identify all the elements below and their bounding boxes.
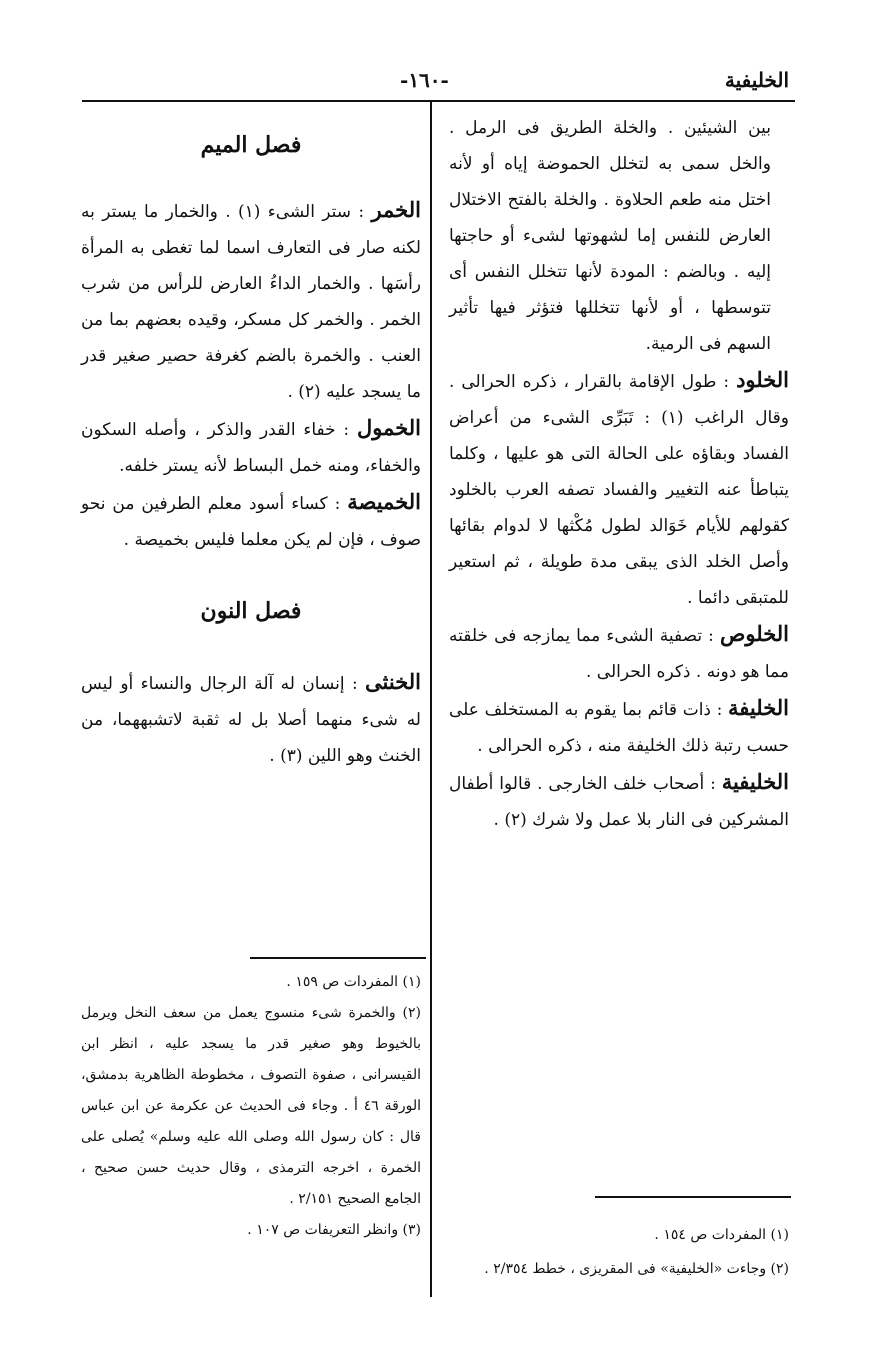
right-column xyxy=(449,110,789,838)
running-head: الخليفية xyxy=(724,68,789,92)
headword: الخلود xyxy=(736,367,790,392)
entry-khamr xyxy=(81,192,421,410)
definition: : طول الإقامة بالقرار ، ذكره الحرالى . وقال الراغب (١) : تَبَرِّى الشىء من أعراض الفساد وبقاؤه على الحالة التى هو عليها ، وكلما يتباطأ عنه التغيير والفساد تصفه العرب بالخلود كقولهم للأيام خَوَالد لطول مُكْثها لا لدوام بقائها وأصل الخلد الذى يبقى مدة طويلة ، ثم استعير للمتبقى دائما . xyxy=(449,372,789,608)
footnotes-left xyxy=(81,967,421,1246)
definition: : ستر الشىء (١) . والخمار ما يستر به لكنه صار فى التعارف اسما لما تغطى به المرأة رأسَها . والخمار الداءُ العارض للرأس من شرب الخمر . والخمر كل مسكر، وقيده بعضهم بما من العنب . والخمرة بالضم كغرفة حصير صغير قدر ما يسجد عليه (٢) . xyxy=(81,202,421,402)
definition: : ذات قائم بما يقوم به المستخلف على حسب رتبة ذلك الخليفة منه ، ذكره الحرالى . xyxy=(449,700,789,756)
entry-khumul xyxy=(81,410,421,484)
continuation-paragraph: بين الشيئين . والخلة الطريق فى الرمل . والخل سمى به لتخلل الحموضة إياه أو لأنه اختل منه طعم الحلاوة . والخلة بالفتح الاختلال العارض للنفس إما لشهوتها لشىء أو حاجتها إليه . وبالضم : المودة لأنها تتخلل النفس أى تتوسطها ، أو لأنها تتخللها فتؤثر فيها تأثير السهم فى الرمية. xyxy=(449,118,771,354)
definition: : كساء أسود معلم الطرفين من نحو صوف ، فإن لم يكن معلما فليس بخميصة . xyxy=(81,494,421,550)
footnote-rule-right xyxy=(595,1196,791,1198)
footnotes-right xyxy=(449,1218,789,1286)
entry-khuntha xyxy=(81,664,421,774)
definition: : تصفية الشىء مما يمازجه فى خلقته مما هو دونه . ذكره الحرالى . xyxy=(449,626,789,682)
definition: : أصحاب خلف الخارجى . قالوا أطفال المشركين فى النار بلا عمل ولا شرك (٢) . xyxy=(449,774,789,830)
definition: : خفاء القدر والذكر ، وأصله السكون والخفاء، ومنه خمل البساط لأنه يستر خلفه. xyxy=(81,420,421,476)
footnote: (١) المفردات ص ١٥٤ . xyxy=(654,1227,789,1243)
definition: : إنسان له آلة الرجال والنساء أو ليس له شىء منهما أصلا بل له ثقبة لاتشبههما، من الخنث وهو اللين (٣) . xyxy=(81,674,421,766)
header-rule xyxy=(82,100,795,102)
entry-khamisa xyxy=(81,484,421,558)
entry-khulus xyxy=(449,616,789,690)
headword: الخلوص xyxy=(720,621,789,646)
section-heading-mim: فصل الميم xyxy=(200,132,302,158)
footnote: (٢) والخمرة شىء منسوج يعمل من سعف النخل ويرمل بالخيوط وهو صغير قدر ما يسجد عليه ، انظر ابن القيسرانى ، صفوة التصوف ، مخطوطة الظاهرية بدمشق، الورقة ٤٦ أ . وجاء فى الحديث عن عكرمة عن ابن عباس قال : كان رسول الله وصلى الله عليه وسلم» يُصلى على الخمرة ، اخرجه الترمذى ، وقال حديث حسن صحيح ، الجامع الصحيح ٢/١٥١ . xyxy=(81,1005,421,1207)
section-heading-nun: فصل النون xyxy=(200,598,302,624)
footnote: (٣) وانظر التعريفات ص ١٠٧ . xyxy=(247,1222,421,1238)
footnote-rule-left xyxy=(250,957,426,959)
headword: الخميصة xyxy=(347,489,421,514)
column-divider xyxy=(430,102,432,1297)
headword: الخليفية xyxy=(721,769,789,794)
footnote: (١) المفردات ص ١٥٩ . xyxy=(286,974,421,990)
entry-khalifa xyxy=(449,690,789,764)
page-number: -١٦٠- xyxy=(400,68,449,92)
left-column xyxy=(81,110,421,774)
headword: الخنثى xyxy=(365,669,422,694)
entry-khalifiyya xyxy=(449,764,789,838)
entry-khulud xyxy=(449,362,789,616)
headword: الخمر xyxy=(371,197,421,222)
footnote: (٢) وجاءت «الخليفية» فى المقريزى ، خطط ٢/٣٥٤ . xyxy=(484,1261,789,1277)
headword: الخمول xyxy=(356,415,421,440)
headword: الخليفة xyxy=(728,695,790,720)
